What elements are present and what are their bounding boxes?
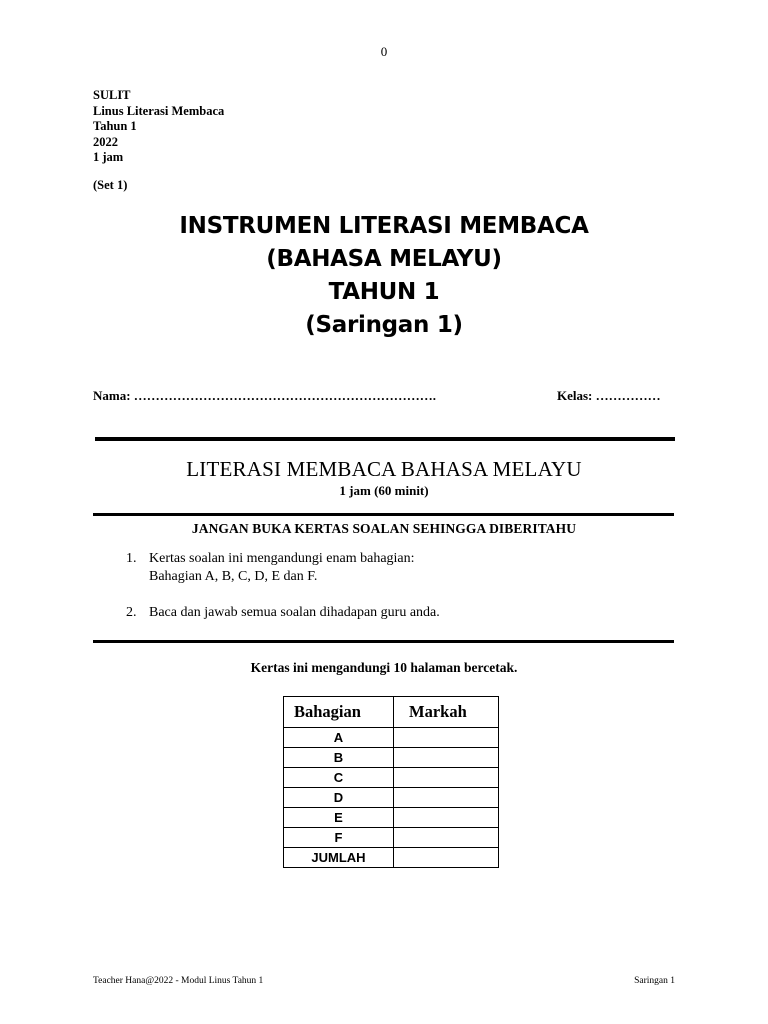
section-cell: C <box>284 768 394 788</box>
header-line-year: Tahun 1 <box>93 119 137 133</box>
header-line-sulit: SULIT <box>93 88 131 102</box>
instruction-number: 1. <box>126 551 137 566</box>
page-number: 0 <box>380 44 388 59</box>
footer-label: Saringan 1 <box>634 976 675 986</box>
warning-notice: JANGAN BUKA KERTAS SOALAN SEHINGGA DIBERITAHU <box>191 521 577 536</box>
marks-cell <box>394 828 499 848</box>
section-cell: A <box>284 728 394 748</box>
section-cell: B <box>284 748 394 768</box>
table-row <box>284 728 499 748</box>
section-cell: F <box>284 828 394 848</box>
total-label-cell: JUMLAH <box>284 848 394 868</box>
marks-table <box>283 696 499 868</box>
header-meta <box>93 88 224 193</box>
header-line-time: 1 jam <box>93 150 124 164</box>
table-row <box>284 748 499 768</box>
marks-cell <box>394 788 499 808</box>
title-line-3: TAHUN 1 <box>328 279 440 305</box>
exam-duration: 1 jam (60 minit) <box>339 483 429 498</box>
header-set: (Set 1) <box>93 177 128 192</box>
table-row <box>284 768 499 788</box>
class-field: Kelas: …………… <box>557 388 661 403</box>
table-header-row <box>284 697 499 728</box>
marks-cell <box>394 748 499 768</box>
marks-cell <box>394 768 499 788</box>
divider-middle <box>93 513 674 516</box>
name-field: Nama: ……………………………………………………………. <box>93 388 437 403</box>
table-row <box>284 788 499 808</box>
marks-cell <box>394 808 499 828</box>
header-line-date: 2022 <box>93 134 118 149</box>
instruction-text: Kertas soalan ini mengandungi enam bahagian: <box>149 551 415 566</box>
column-header-bahagian: Bahagian <box>284 697 394 728</box>
marks-cell <box>394 728 499 748</box>
footer-author: Teacher Hana@2022 - Modul Linus Tahun 1 <box>93 976 264 986</box>
instruction-number: 2. <box>126 605 137 620</box>
instruction-text: Bahagian A, B, C, D, E dan F. <box>149 569 318 584</box>
column-header-markah: Markah <box>394 697 499 728</box>
table-row <box>284 828 499 848</box>
title-line-2: (BAHASA MELAYU) <box>266 246 502 272</box>
section-cell: E <box>284 808 394 828</box>
table-row-total <box>284 848 499 868</box>
exam-title: LITERASI MEMBACA BAHASA MELAYU <box>186 457 582 481</box>
divider-top <box>95 437 675 441</box>
total-marks-cell <box>394 848 499 868</box>
section-cell: D <box>284 788 394 808</box>
instruction-text: Baca dan jawab semua soalan dihadapan guru anda. <box>149 605 440 620</box>
document-title <box>0 210 768 342</box>
divider-bottom <box>93 640 674 643</box>
pages-note: Kertas ini mengandungi 10 halaman bercetak. <box>250 660 518 675</box>
title-line-1: INSTRUMEN LITERASI MEMBACA <box>179 213 589 239</box>
table-row <box>284 808 499 828</box>
header-line-subject: Linus Literasi Membaca <box>93 103 225 118</box>
title-line-4: (Saringan 1) <box>305 312 463 338</box>
